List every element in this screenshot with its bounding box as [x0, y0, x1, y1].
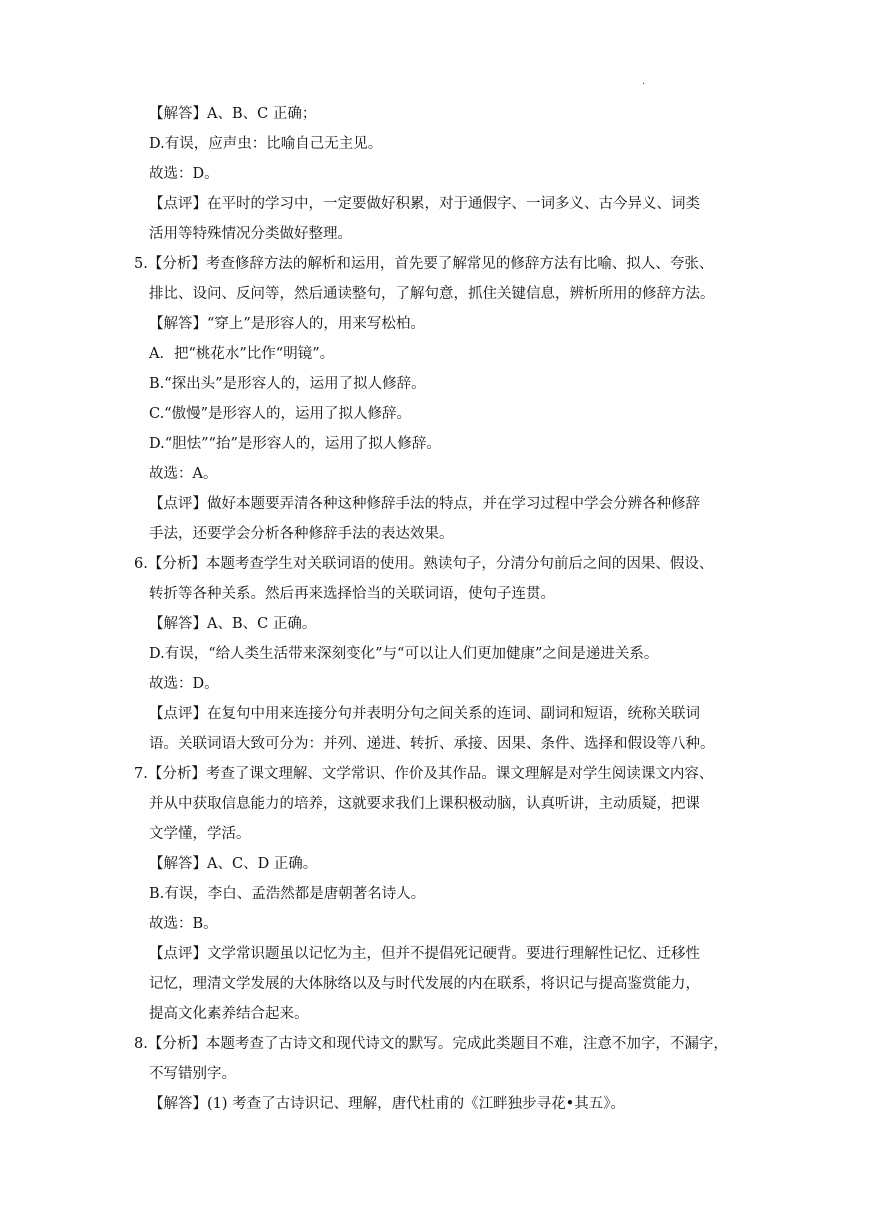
analysis-line: 并从中获取信息能力的培养，这就要求我们上课积极动脑，认真听讲，主动质疑，把课 — [149, 796, 700, 812]
answer-line: 【解答】“穿上”是形容人的，用来写松柏。 — [149, 316, 425, 332]
answer-line: 【解答】A、B、C 正确。 — [149, 616, 317, 632]
comment-line: 活用等特殊情况分类做好整理。 — [149, 226, 352, 242]
comment-line: 手法，还要学会分析各种修辞手法的表达效果。 — [149, 526, 454, 542]
answer-line: B.有误，李白、孟浩然都是唐朝著名诗人。 — [149, 886, 426, 902]
comment-line: 【点评】在平时的学习中，一定要做好积累，对于通假字、一词多义、古今异义、词类 — [149, 196, 700, 212]
analysis-line: 文学懂，学活。 — [149, 826, 251, 842]
analysis-line: 不写错别字。 — [149, 1066, 236, 1082]
comment-line: 提高文化素养结合起来。 — [149, 1006, 309, 1022]
answer-line: 【解答】A、B、C 正确； — [149, 106, 317, 122]
analysis-line: 排比、设问、反问等，然后通读整句，了解句意，抓住关键信息，辨析所用的修辞方法。 — [149, 286, 715, 302]
question-6-analysis: 6.【分析】本题考查学生对关联词语的使用。熟读句子，分清分句前后之间的因果、假设、 — [134, 556, 714, 572]
comment-line: 【点评】在复句中用来连接分句并表明分句之间关系的连词、副词和短语，统称关联词 — [149, 706, 700, 722]
answer-line: 【解答】(1) 考查了古诗识记、理解，唐代杜甫的《江畔独步寻花•其五》。 — [149, 1096, 625, 1112]
answer-line: 故选：B。 — [149, 916, 218, 932]
question-7-analysis: 7.【分析】考查了课文理解、文学常识、作价及其作品。课文理解是对学生阅读课文内容、 — [134, 766, 714, 782]
answer-line: 故选：D。 — [149, 166, 219, 182]
answer-line: 故选：D。 — [149, 676, 219, 692]
answer-line: 【解答】A、C、D 正确。 — [149, 856, 318, 872]
answer-line: 故选：A。 — [149, 466, 218, 482]
option-line: D.“胆怯”“抬”是形容人的，运用了拟人修辞。 — [149, 436, 441, 452]
answer-line: D.有误，应声虫：比喻自己无主见。 — [149, 136, 383, 152]
comment-line: 【点评】文学常识题虽以记忆为主，但并不提倡死记硬背。要进行理解性记忆、迁移性 — [149, 946, 700, 962]
question-8-analysis: 8.【分析】本题考查了古诗文和现代诗文的默写。完成此类题目不难，注意不加字，不漏字， — [134, 1036, 728, 1052]
comment-line: 语。关联词语大致可分为：并列、递进、转折、承接、因果、条件、选择和假设等八种。 — [149, 736, 715, 752]
comment-line: 【点评】做好本题要弄清各种这种修辞手法的特点，并在学习过程中学会分辨各种修辞 — [149, 496, 700, 512]
answer-line: D.有误，“给人类生活带来深刻变化”与“可以让人们更加健康”之间是递进关系。 — [149, 646, 659, 662]
option-line: A．把“桃花水”比作“明镜”。 — [149, 346, 335, 362]
option-line: C.“傲慢”是形容人的，运用了拟人修辞。 — [149, 406, 412, 422]
analysis-line: 转折等各种关系。然后再来选择恰当的关联词语，使句子连贯。 — [149, 586, 555, 602]
comment-line: 记忆，理清文学发展的大体脉络以及与时代发展的内在联系，将识记与提高鉴赏能力， — [149, 976, 700, 992]
header-dot: . — [642, 76, 646, 87]
option-line: B.“探出头”是形容人的，运用了拟人修辞。 — [149, 376, 426, 392]
question-5-analysis: 5.【分析】考查修辞方法的解析和运用，首先要了解常见的修辞方法有比喻、拟人、夸张、 — [134, 256, 714, 272]
